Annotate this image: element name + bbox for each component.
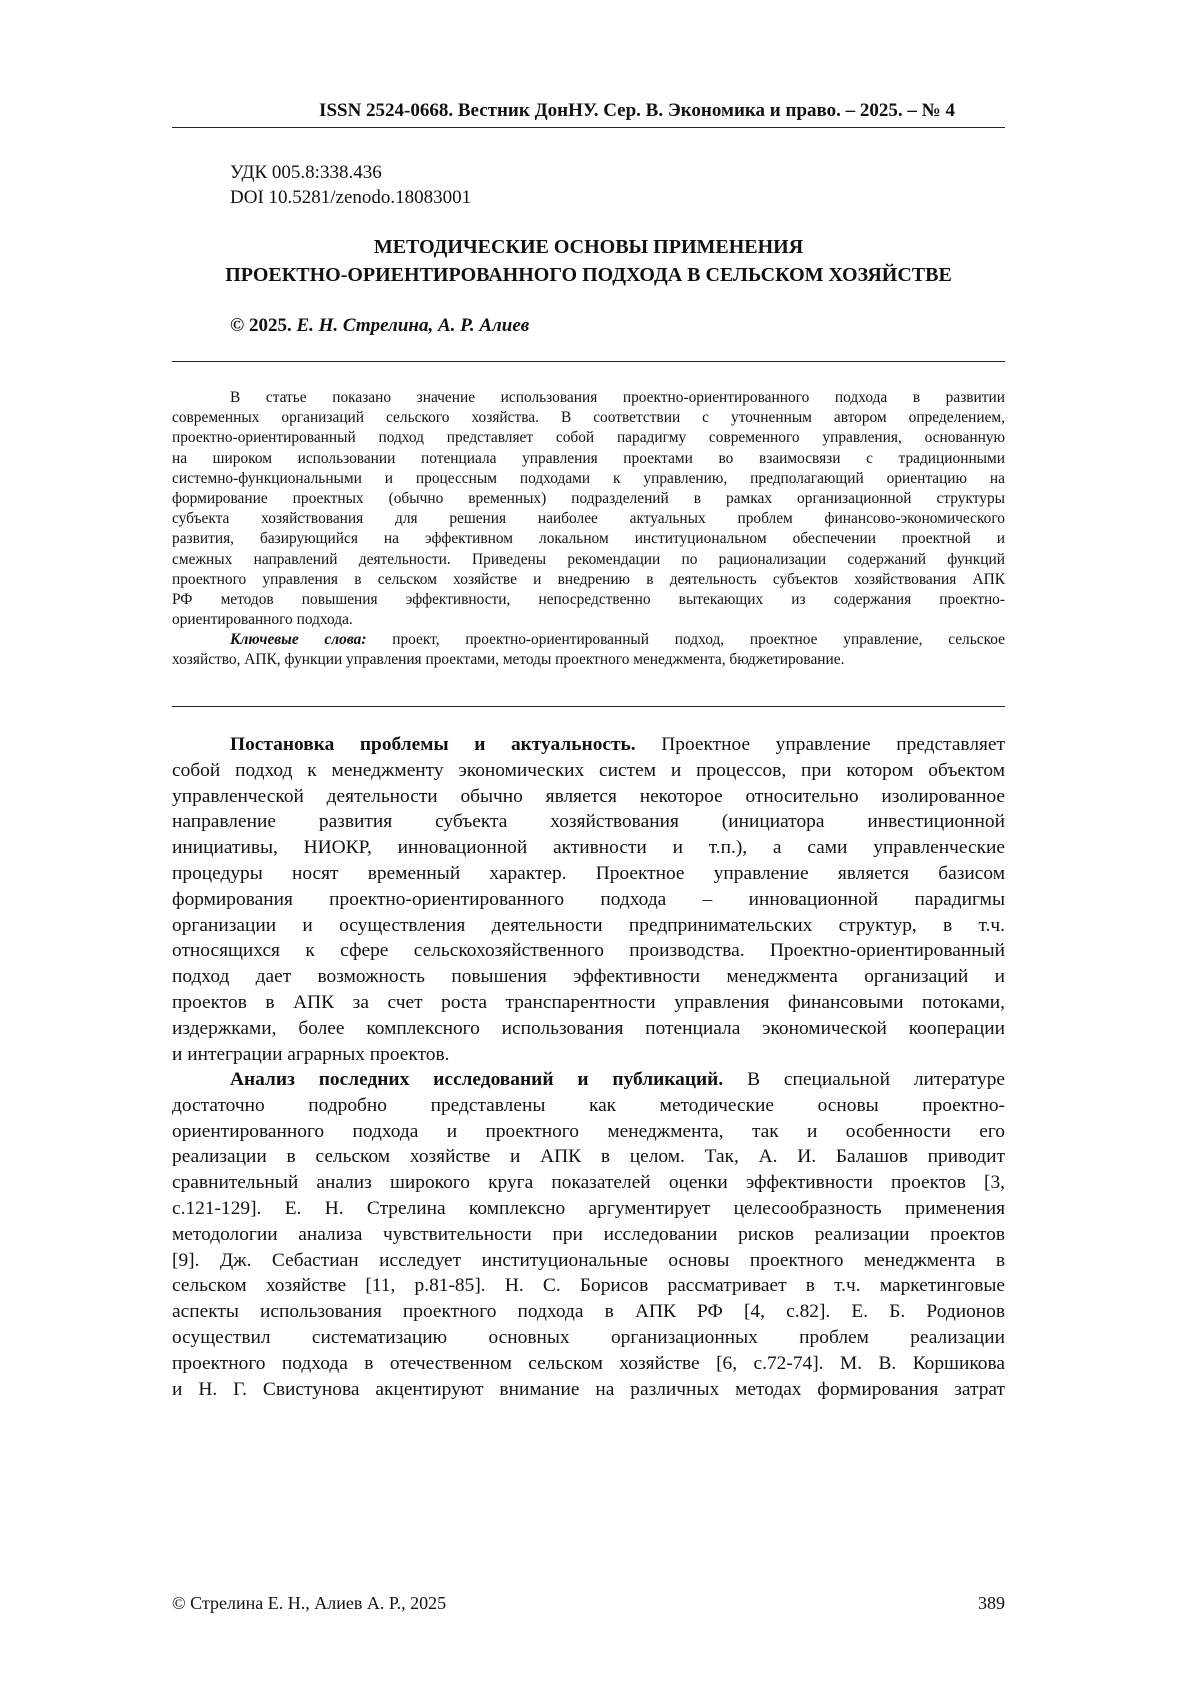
paragraph-line: реализации в сельском хозяйстве и АПК в целом. Так, А. И. Балашов приводит [172, 1146, 1005, 1168]
doi: DOI 10.5281/zenodo.18083001 [230, 187, 472, 208]
page-number: 389 [978, 1593, 1005, 1613]
abstract-line: формирование проектных (обычно временных) подразделений в рамках организационной структуры [172, 489, 1005, 507]
keywords-text: проект, проектно-ориентированный подход, проектное управление, сельское [392, 631, 1005, 649]
abstract-bottom-rule [172, 706, 1005, 707]
copyright-year: © 2025. [230, 315, 292, 336]
paragraph-line: инициативы, НИОКР, инновационной активности и т.п.), а сами управленческие [172, 837, 1005, 859]
page-footer [172, 1593, 1005, 1614]
paragraph-text: Проектное управление представляет [661, 734, 1005, 755]
paragraph-line: подход дает возможность повышения эффективности менеджмента организаций и [172, 966, 1005, 988]
paragraph-line: осуществил систематизацию основных организационных проблем реализации [172, 1326, 1005, 1348]
abstract-line: на широком использовании потенциала управления проектами во взаимосвязи с традиционными [172, 449, 1005, 467]
paragraph-line: процедуры носят временный характер. Проектное управление является базисом [172, 862, 1005, 884]
author-names: Е. Н. Стрелина, А. Р. Алиев [296, 315, 530, 336]
paragraph-line: проектного подхода в отечественном сельском хозяйстве [6, с.72-74]. М. В. Коршикова [172, 1352, 1005, 1374]
keywords-label: Ключевые слова: [230, 631, 367, 649]
paragraph-line: достаточно подробно представлены как методические основы проектно- [172, 1094, 1005, 1116]
paragraph-line: аспекты использования проектного подхода в АПК РФ [4, с.82]. Е. Б. Родионов [172, 1301, 1005, 1323]
paragraph-line: направление развития субъекта хозяйствования (инициатора инвестиционной [172, 811, 1005, 833]
paragraph-line [172, 732, 1005, 758]
abstract [172, 388, 1005, 671]
paragraph-line [172, 1067, 1005, 1093]
abstract-line: ориентированного подхода. [172, 611, 353, 629]
paragraph-line: относящихся к сфере сельскохозяйственного производства. Проектно-ориентированный [172, 940, 1005, 962]
section-problem [172, 732, 1005, 1067]
paragraph-line: формирования проектно-ориентированного подхода – инновационной парадигмы [172, 888, 1005, 910]
article-title-line-1: МЕТОДИЧЕСКИЕ ОСНОВЫ ПРИМЕНЕНИЯ [373, 236, 804, 258]
keywords-line: хозяйство, АПК, функции управления проектами, методы проектного менеджмента, бюджетирование. [172, 651, 845, 669]
paragraph-line: [9]. Дж. Себастиан исследует институциональные основы проектного менеджмента в [172, 1249, 1005, 1271]
udk: УДК 005.8:338.436 [230, 162, 382, 183]
paragraph-line: сравнительный анализ широкого круга показателей оценки эффективности проектов [3, [172, 1172, 1005, 1194]
paragraph-line: проектов в АПК за счет роста транспарентности управления финансовыми потоками, [172, 991, 1005, 1013]
paragraph-line: собой подход к менеджменту экономических систем и процессов, при котором объектом [172, 759, 1005, 781]
paragraph-line: методологии анализа чувствительности при исследовании рисков реализации проектов [172, 1223, 1005, 1245]
paragraph-line: сельском хозяйстве [11, p.81-85]. Н. С. Борисов рассматривает в т.ч. маркетинговые [172, 1275, 1005, 1297]
abstract-line: проектного управления в сельском хозяйстве и внедрению в деятельность субъектов хозяйствования АПК [172, 570, 1005, 588]
article-title-line-2: ПРОЕКТНО-ОРИЕНТИРОВАННОГО ПОДХОДА В СЕЛЬСКОМ ХОЗЯЙСТВЕ [225, 264, 952, 286]
abstract-line: системно-функциональными и процессным подходами к управлению, предполагающий ориентацию на [172, 469, 1005, 487]
paragraph-line: организации и осуществления деятельности предпринимательских структур, в т.ч. [172, 914, 1005, 936]
paragraph-line: управленческой деятельности обычно является некоторое относительно изолированное [172, 785, 1005, 807]
paragraph-line: и интеграции аграрных проектов. [172, 1043, 450, 1065]
authors [230, 315, 529, 337]
section-literature [172, 1067, 1005, 1402]
paragraph-text: В специальной литературе [747, 1069, 1005, 1090]
keywords-line [172, 630, 1005, 650]
abstract-line: В статье показано значение использования проектно-ориентированного подхода в развитии [230, 389, 1005, 406]
abstract-line: субъекта хозяйствования для решения наиболее актуальных проблем финансово-экономического [172, 510, 1005, 528]
footer-copyright: © Стрелина Е. Н., Алиев А. Р., 2025 [172, 1593, 447, 1613]
abstract-line: смежных направлений деятельности. Приведены рекомендации по рационализации содержаний функций [172, 550, 1005, 568]
abstract-line: проектно-ориентированный подход представляет собой парадигму современного управления, основанную [172, 429, 1005, 447]
abstract-top-rule [172, 361, 1005, 362]
journal-header: ISSN 2524-0668. Вестник ДонНУ. Сер. В. Экономика и право. – 2025. – № 4 [319, 100, 955, 121]
header-rule [172, 127, 1005, 128]
paragraph-line: издержками, более комплексного использования потенциала экономической кооперации [172, 1017, 1005, 1039]
section-heading: Постановка проблемы и актуальность. [230, 734, 636, 755]
paragraph-line: и Н. Г. Свистунова акцентируют внимание на различных методах формирования затрат [172, 1378, 1005, 1400]
paragraph-line: ориентированного подхода и проектного менеджмента, так и особенности его [172, 1120, 1005, 1142]
abstract-line: современных организаций сельского хозяйства. В соответствии с уточненным автором определением, [172, 409, 1005, 427]
section-heading: Анализ последних исследований и публикаций. [230, 1069, 724, 1090]
abstract-line: развития, базирующийся на эффективном локальном институциональном обеспечении проектной и [172, 530, 1005, 548]
abstract-line: РФ методов повышения эффективности, непосредственно вытекающих из содержания проектно- [172, 590, 1005, 608]
paragraph-line: с.121-129]. Е. Н. Стрелина комплексно аргументирует целесообразность применения [172, 1197, 1005, 1219]
